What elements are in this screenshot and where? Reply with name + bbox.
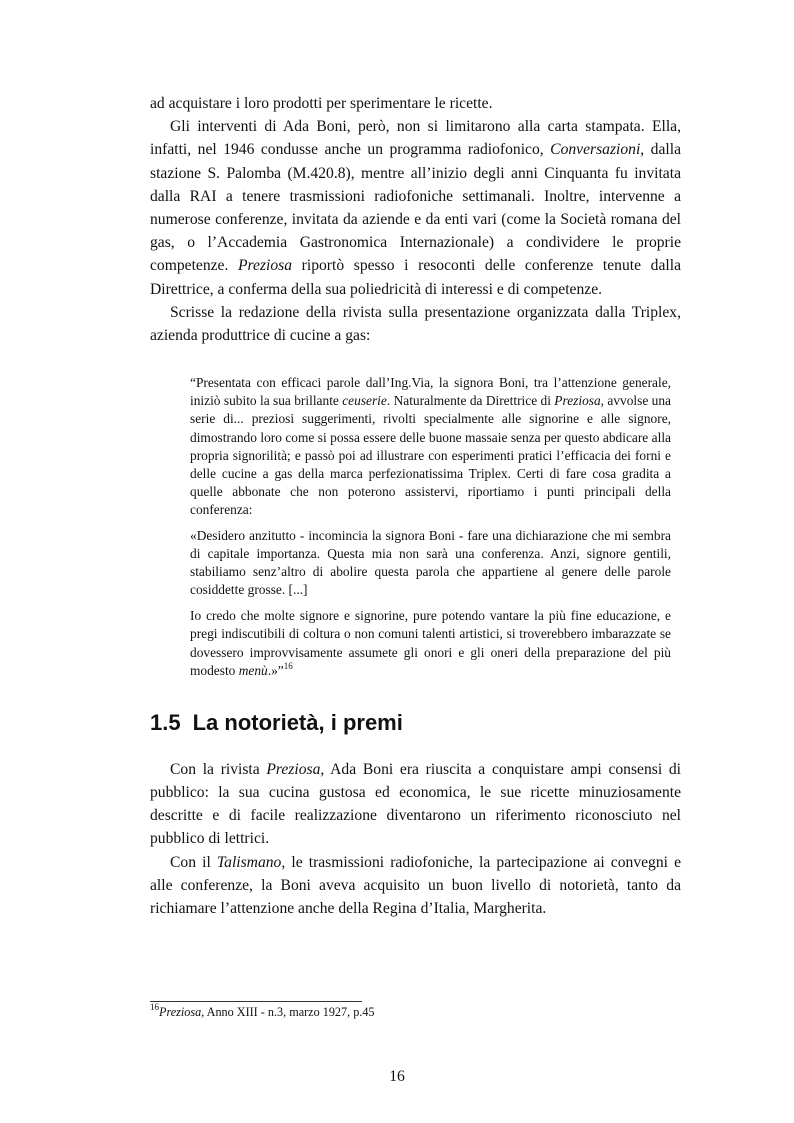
- paragraph-triplex: Scrisse la redazione della rivista sulla presentazione organizzata dalla Triplex, azienda produttrice di cucine a gas:: [150, 303, 681, 345]
- paragraph-continuation: ad acquistare i loro prodotti per sperimentare le ricette.: [150, 95, 493, 112]
- italic-title: Conversazioni: [550, 141, 641, 159]
- footnote-reference[interactable]: 16: [283, 660, 293, 671]
- section-heading: [150, 710, 681, 736]
- paragraph-radio: Gli interventi di Ada Boni, però, non si limitarono alla carta stampata. Ella, infatti, nel 1946 condusse anche un programma radiofonico, Conversazioni, dalla stazione S. Palomba (M.420.8), mentre all’inizio degli anni Cinquanta fu invitata dalla RAI a tenere trasmissioni radiofoniche settimanali. Inoltre, intervenne a numerose conferenze, invitata da aziende e da enti vari (come la Società romana del gas, o l’Accademia Gastronomica Internazionale) a condividere le proprie competenze. Preziosa riportò spesso i resoconti delle conferenze tenute dalla Direttrice, a conferma della sua poliedricità di interessi e di competenze.: [150, 118, 681, 298]
- section-number: 1.5: [150, 709, 181, 735]
- footnote-number: 16: [150, 1002, 159, 1012]
- quote-paragraph: Io credo che molte signore e signorine, pure potendo vantare la più fine educazione, e pregi indiscutibili di coltura o non comuni talenti artistici, si troverebbero imbarazzate se dovessero improvvisamente assumete gli onori e gli oneri della preparazione del più modesto menù.»”$^{16}$: [190, 608, 671, 678]
- quote-paragraph: “Presentata con efficaci parole dall’Ing.Via, la signora Boni, tra l’attenzione generale, iniziò subito la sua brillante ceuserie. Naturalmente da Direttrice di Preziosa, avvolse una serie di... preziosi suggerimenti, rivolti specialmente alle signorine e alle signore, dimostrando loro come si possa essere delle buone massaie senza per questo abdicare alla propria signorilità; e passò poi ad illustrare con esperimenti pratici l’efficacia dei forni e delle cucine a gas della marca perfezionatissima Triplex. Certi di fare cosa gradita a quelle abbonate che non poterono assistervi, riportiamo i punti principali della conferenza:: [190, 375, 672, 517]
- page-number: 16: [389, 1068, 405, 1085]
- section-title: La notorietà, i premi: [192, 709, 403, 735]
- paragraph-preziosa: Con la rivista Preziosa, Ada Boni era riuscita a conquistare ampi consensi di pubblico: la sua cucina gustosa ed economica, le sue ricette minuziosamente descritte e di facile realizzazione diventarono un riferimento riconosciuto nel pubblico di lettrici.: [150, 760, 681, 848]
- footnote: $^{16}$Preziosa, Anno XIII - n.3, marzo 1927, p.45: [150, 1002, 375, 1019]
- block-quote: [190, 374, 671, 680]
- italic-title: Preziosa: [238, 257, 293, 275]
- quote-paragraph: «Desidero anzitutto - incomincia la signora Boni - fare una dichiarazione che mi sembra di capitale importanza. Questa mia non sarà una conferenza. Anzi, signore gentili, stabiliamo senz’altro di abolire questa parola che appartiene al genere delle parole cosiddette grosse. [...]: [190, 527, 671, 598]
- footnote-divider: [150, 1001, 362, 1002]
- page-body: [150, 92, 681, 920]
- paragraph-talismano: Con il Talismano, le trasmissioni radiofoniche, la partecipazione ai convegni e alle conferenze, la Boni aveva acquisito un buon livello di notorietà, tanto da richiamare l’attenzione anche della Regina d’Italia, Margherita.: [150, 853, 681, 917]
